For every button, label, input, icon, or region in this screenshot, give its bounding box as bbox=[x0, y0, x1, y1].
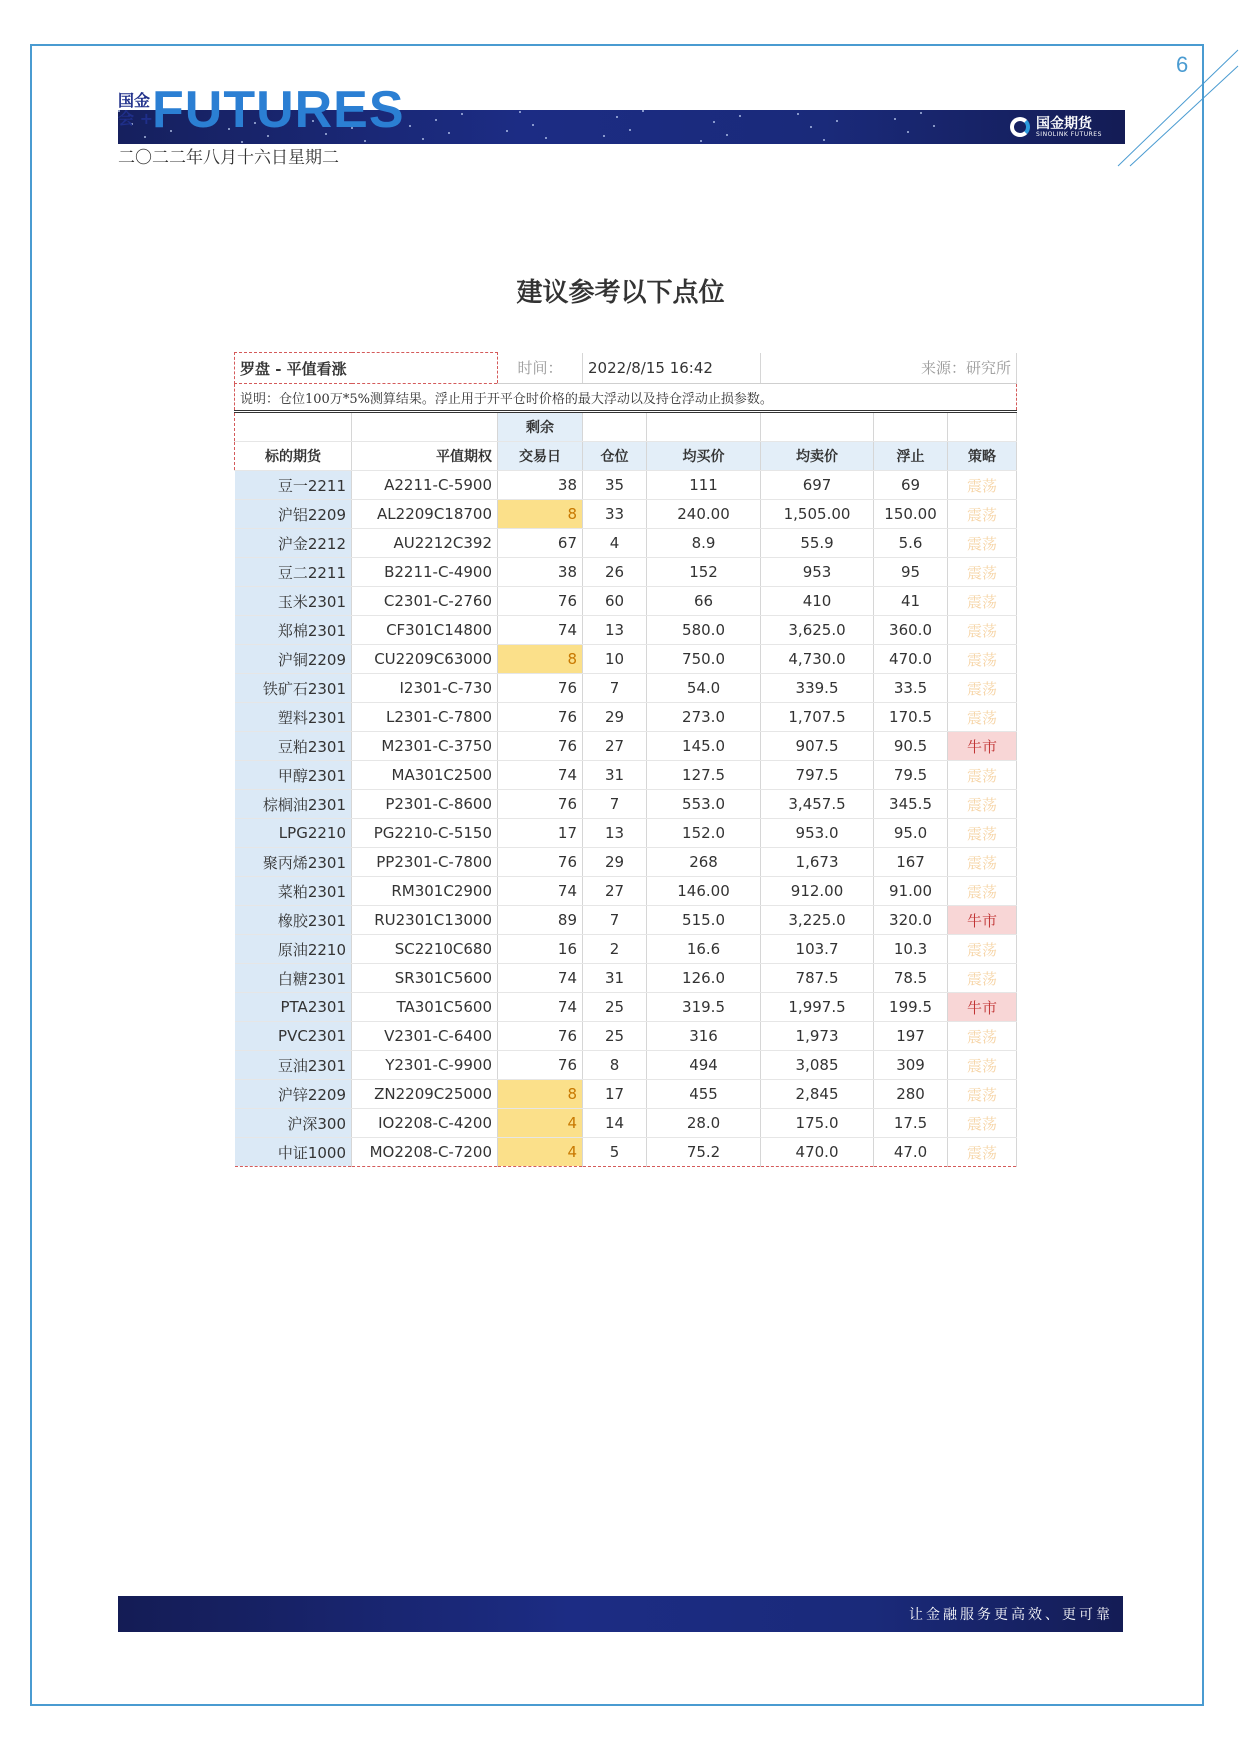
days-cell: 76 bbox=[498, 732, 583, 761]
sell-price-cell: 103.7 bbox=[761, 935, 874, 964]
star-decoration bbox=[532, 124, 534, 126]
star-decoration bbox=[461, 113, 463, 115]
strategy-cell: 震荡 bbox=[948, 616, 1017, 645]
strategy-cell: 震荡 bbox=[948, 1022, 1017, 1051]
option-code-cell: C2301-C-2760 bbox=[352, 587, 498, 616]
underlying-cell: 沪铝2209 bbox=[235, 500, 352, 529]
position-cell: 25 bbox=[583, 993, 647, 1022]
sell-price-cell: 1,997.5 bbox=[761, 993, 874, 1022]
underlying-cell: 中证1000 bbox=[235, 1138, 352, 1167]
option-code-cell: AL2209C18700 bbox=[352, 500, 498, 529]
strategy-cell: 震荡 bbox=[948, 1080, 1017, 1109]
days-cell: 74 bbox=[498, 877, 583, 906]
star-decoration bbox=[810, 126, 812, 128]
star-decoration bbox=[933, 125, 935, 127]
column-header: 交易日 bbox=[498, 442, 583, 471]
table-row bbox=[235, 1022, 1017, 1051]
position-cell: 5 bbox=[583, 1138, 647, 1167]
star-decoration bbox=[920, 112, 922, 114]
strategy-cell: 震荡 bbox=[948, 529, 1017, 558]
table-title: 罗盘 - 平值看涨 bbox=[235, 353, 498, 384]
remaining-label: 剩余 bbox=[498, 412, 583, 442]
underlying-cell: 沪深300 bbox=[235, 1109, 352, 1138]
column-header: 均买价 bbox=[647, 442, 761, 471]
table-row bbox=[235, 819, 1017, 848]
option-code-cell: RM301C2900 bbox=[352, 877, 498, 906]
table-row bbox=[235, 529, 1017, 558]
underlying-cell: 郑棉2301 bbox=[235, 616, 352, 645]
underlying-cell: 原油2210 bbox=[235, 935, 352, 964]
sell-price-cell: 1,707.5 bbox=[761, 703, 874, 732]
underlying-cell: 甲醇2301 bbox=[235, 761, 352, 790]
days-cell: 89 bbox=[498, 906, 583, 935]
position-cell: 7 bbox=[583, 906, 647, 935]
stop-cell: 5.6 bbox=[874, 529, 948, 558]
table-row bbox=[235, 906, 1017, 935]
days-cell: 4 bbox=[498, 1109, 583, 1138]
sell-price-cell: 697 bbox=[761, 471, 874, 500]
sell-price-cell: 1,505.00 bbox=[761, 500, 874, 529]
position-cell: 35 bbox=[583, 471, 647, 500]
underlying-cell: 豆二2211 bbox=[235, 558, 352, 587]
strategy-cell: 震荡 bbox=[948, 645, 1017, 674]
sell-price-cell: 1,673 bbox=[761, 848, 874, 877]
stop-cell: 360.0 bbox=[874, 616, 948, 645]
stop-cell: 78.5 bbox=[874, 964, 948, 993]
star-decoration bbox=[907, 131, 909, 133]
days-cell: 74 bbox=[498, 993, 583, 1022]
option-code-cell: CF301C14800 bbox=[352, 616, 498, 645]
report-date: 二〇二二年八月十六日星期二 bbox=[118, 148, 339, 168]
underlying-cell: 菜粕2301 bbox=[235, 877, 352, 906]
sell-price-cell: 4,730.0 bbox=[761, 645, 874, 674]
table-row bbox=[235, 964, 1017, 993]
star-decoration bbox=[364, 140, 366, 142]
option-code-cell: ZN2209C25000 bbox=[352, 1080, 498, 1109]
sell-price-cell: 410 bbox=[761, 587, 874, 616]
days-cell: 74 bbox=[498, 616, 583, 645]
table-row bbox=[235, 935, 1017, 964]
table-row bbox=[235, 500, 1017, 529]
sell-price-cell: 2,845 bbox=[761, 1080, 874, 1109]
stop-cell: 197 bbox=[874, 1022, 948, 1051]
option-code-cell: L2301-C-7800 bbox=[352, 703, 498, 732]
sell-price-cell: 55.9 bbox=[761, 529, 874, 558]
underlying-cell: 豆油2301 bbox=[235, 1051, 352, 1080]
buy-price-cell: 152 bbox=[647, 558, 761, 587]
position-cell: 27 bbox=[583, 877, 647, 906]
corner-decoration bbox=[1110, 30, 1240, 170]
sell-price-cell: 3,457.5 bbox=[761, 790, 874, 819]
strategy-cell: 牛市 bbox=[948, 906, 1017, 935]
sell-price-cell: 1,973 bbox=[761, 1022, 874, 1051]
days-cell: 4 bbox=[498, 1138, 583, 1167]
days-cell: 74 bbox=[498, 964, 583, 993]
stop-cell: 345.5 bbox=[874, 790, 948, 819]
position-cell: 14 bbox=[583, 1109, 647, 1138]
buy-price-cell: 273.0 bbox=[647, 703, 761, 732]
underlying-cell: LPG2210 bbox=[235, 819, 352, 848]
star-decoration bbox=[144, 136, 146, 138]
star-decoration bbox=[422, 138, 424, 140]
sell-price-cell: 470.0 bbox=[761, 1138, 874, 1167]
buy-price-cell: 152.0 bbox=[647, 819, 761, 848]
star-decoration bbox=[739, 115, 741, 117]
table-row bbox=[235, 1080, 1017, 1109]
option-code-cell: SC2210C680 bbox=[352, 935, 498, 964]
buy-price-cell: 268 bbox=[647, 848, 761, 877]
days-cell: 76 bbox=[498, 848, 583, 877]
table-row bbox=[235, 790, 1017, 819]
footer-banner bbox=[118, 1596, 1123, 1632]
stop-cell: 320.0 bbox=[874, 906, 948, 935]
buy-price-cell: 28.0 bbox=[647, 1109, 761, 1138]
buy-price-cell: 316 bbox=[647, 1022, 761, 1051]
star-decoration bbox=[519, 111, 521, 113]
option-code-cell: Y2301-C-9900 bbox=[352, 1051, 498, 1080]
table-note: 说明：仓位100万*5%测算结果。浮止用于开平仓时价格的最大浮动以及持仓浮动止损参数。 bbox=[235, 384, 1017, 412]
logo-futures: FUTURES bbox=[152, 81, 405, 139]
option-code-cell: CU2209C63000 bbox=[352, 645, 498, 674]
buy-price-cell: 750.0 bbox=[647, 645, 761, 674]
column-header: 策略 bbox=[948, 442, 1017, 471]
days-cell: 74 bbox=[498, 761, 583, 790]
table-row bbox=[235, 645, 1017, 674]
brand-circle-icon bbox=[1010, 117, 1030, 137]
table-row bbox=[235, 1109, 1017, 1138]
strategy-cell: 震荡 bbox=[948, 471, 1017, 500]
underlying-cell: PVC2301 bbox=[235, 1022, 352, 1051]
buy-price-cell: 75.2 bbox=[647, 1138, 761, 1167]
strategy-cell: 震荡 bbox=[948, 1138, 1017, 1167]
underlying-cell: PTA2301 bbox=[235, 993, 352, 1022]
column-header: 平值期权 bbox=[352, 442, 498, 471]
star-decoration bbox=[603, 135, 605, 137]
table-row bbox=[235, 848, 1017, 877]
option-code-cell: IO2208-C-4200 bbox=[352, 1109, 498, 1138]
option-code-cell: M2301-C-3750 bbox=[352, 732, 498, 761]
option-code-cell: P2301-C-8600 bbox=[352, 790, 498, 819]
star-decoration bbox=[616, 116, 618, 118]
star-decoration bbox=[836, 120, 838, 122]
underlying-cell: 橡胶2301 bbox=[235, 906, 352, 935]
sell-price-cell: 797.5 bbox=[761, 761, 874, 790]
table-row bbox=[235, 703, 1017, 732]
star-decoration bbox=[448, 132, 450, 134]
stop-cell: 17.5 bbox=[874, 1109, 948, 1138]
strategy-cell: 震荡 bbox=[948, 674, 1017, 703]
sell-price-cell: 787.5 bbox=[761, 964, 874, 993]
options-table bbox=[234, 352, 1016, 1167]
option-code-cell: SR301C5600 bbox=[352, 964, 498, 993]
strategy-cell: 牛市 bbox=[948, 993, 1017, 1022]
buy-price-cell: 240.00 bbox=[647, 500, 761, 529]
option-code-cell: PG2210-C-5150 bbox=[352, 819, 498, 848]
option-code-cell: AU2212C392 bbox=[352, 529, 498, 558]
days-cell: 76 bbox=[498, 703, 583, 732]
star-decoration bbox=[629, 129, 631, 131]
stop-cell: 69 bbox=[874, 471, 948, 500]
underlying-cell: 聚丙烯2301 bbox=[235, 848, 352, 877]
option-code-cell: MO2208-C-7200 bbox=[352, 1138, 498, 1167]
option-code-cell: RU2301C13000 bbox=[352, 906, 498, 935]
star-decoration bbox=[894, 118, 896, 120]
source-label: 来源：研究所 bbox=[761, 353, 1017, 384]
stop-cell: 90.5 bbox=[874, 732, 948, 761]
sell-price-cell: 3,625.0 bbox=[761, 616, 874, 645]
sell-price-cell: 953.0 bbox=[761, 819, 874, 848]
underlying-cell: 玉米2301 bbox=[235, 587, 352, 616]
stop-cell: 309 bbox=[874, 1051, 948, 1080]
buy-price-cell: 515.0 bbox=[647, 906, 761, 935]
star-decoration bbox=[823, 139, 825, 141]
option-code-cell: V2301-C-6400 bbox=[352, 1022, 498, 1051]
stop-cell: 280 bbox=[874, 1080, 948, 1109]
option-code-cell: PP2301-C-7800 bbox=[352, 848, 498, 877]
days-cell: 17 bbox=[498, 819, 583, 848]
star-decoration bbox=[726, 134, 728, 136]
table-row bbox=[235, 993, 1017, 1022]
days-cell: 76 bbox=[498, 790, 583, 819]
buy-price-cell: 8.9 bbox=[647, 529, 761, 558]
star-decoration bbox=[700, 140, 702, 142]
table-row bbox=[235, 558, 1017, 587]
time-label: 时间： bbox=[498, 353, 583, 384]
days-cell: 38 bbox=[498, 558, 583, 587]
table-row bbox=[235, 587, 1017, 616]
strategy-cell: 震荡 bbox=[948, 500, 1017, 529]
buy-price-cell: 146.00 bbox=[647, 877, 761, 906]
stop-cell: 10.3 bbox=[874, 935, 948, 964]
column-header: 标的期货 bbox=[235, 442, 352, 471]
sell-price-cell: 912.00 bbox=[761, 877, 874, 906]
days-cell: 8 bbox=[498, 500, 583, 529]
sell-price-cell: 907.5 bbox=[761, 732, 874, 761]
buy-price-cell: 66 bbox=[647, 587, 761, 616]
stop-cell: 47.0 bbox=[874, 1138, 948, 1167]
underlying-cell: 豆一2211 bbox=[235, 471, 352, 500]
section-heading: 建议参考以下点位 bbox=[516, 278, 725, 308]
buy-price-cell: 145.0 bbox=[647, 732, 761, 761]
position-cell: 10 bbox=[583, 645, 647, 674]
page-number: 6 bbox=[1176, 52, 1189, 77]
position-cell: 29 bbox=[583, 703, 647, 732]
table-row bbox=[235, 674, 1017, 703]
days-cell: 76 bbox=[498, 1051, 583, 1080]
buy-price-cell: 553.0 bbox=[647, 790, 761, 819]
option-code-cell: A2211-C-5900 bbox=[352, 471, 498, 500]
underlying-cell: 沪锌2209 bbox=[235, 1080, 352, 1109]
position-cell: 25 bbox=[583, 1022, 647, 1051]
column-header: 浮止 bbox=[874, 442, 948, 471]
buy-price-cell: 111 bbox=[647, 471, 761, 500]
column-header: 均卖价 bbox=[761, 442, 874, 471]
sell-price-cell: 339.5 bbox=[761, 674, 874, 703]
strategy-cell: 震荡 bbox=[948, 761, 1017, 790]
option-code-cell: I2301-C-730 bbox=[352, 674, 498, 703]
underlying-cell: 豆粕2301 bbox=[235, 732, 352, 761]
days-cell: 8 bbox=[498, 1080, 583, 1109]
buy-price-cell: 455 bbox=[647, 1080, 761, 1109]
table-row bbox=[235, 1138, 1017, 1167]
position-cell: 7 bbox=[583, 674, 647, 703]
table-row bbox=[235, 471, 1017, 500]
table-row bbox=[235, 877, 1017, 906]
buy-price-cell: 494 bbox=[647, 1051, 761, 1080]
position-cell: 17 bbox=[583, 1080, 647, 1109]
strategy-cell: 震荡 bbox=[948, 964, 1017, 993]
position-cell: 31 bbox=[583, 964, 647, 993]
strategy-cell: 牛市 bbox=[948, 732, 1017, 761]
stop-cell: 470.0 bbox=[874, 645, 948, 674]
strategy-cell: 震荡 bbox=[948, 587, 1017, 616]
option-code-cell: TA301C5600 bbox=[352, 993, 498, 1022]
position-cell: 4 bbox=[583, 529, 647, 558]
stop-cell: 79.5 bbox=[874, 761, 948, 790]
strategy-cell: 震荡 bbox=[948, 558, 1017, 587]
days-cell: 76 bbox=[498, 674, 583, 703]
buy-price-cell: 580.0 bbox=[647, 616, 761, 645]
star-decoration bbox=[435, 119, 437, 121]
buy-price-cell: 16.6 bbox=[647, 935, 761, 964]
sell-price-cell: 175.0 bbox=[761, 1109, 874, 1138]
underlying-cell: 沪金2212 bbox=[235, 529, 352, 558]
stop-cell: 95.0 bbox=[874, 819, 948, 848]
underlying-cell: 铁矿石2301 bbox=[235, 674, 352, 703]
position-cell: 60 bbox=[583, 587, 647, 616]
underlying-cell: 塑料2301 bbox=[235, 703, 352, 732]
table-row bbox=[235, 761, 1017, 790]
days-cell: 76 bbox=[498, 1022, 583, 1051]
star-decoration bbox=[713, 121, 715, 123]
brand-logo: 国金期货 SINOLINK FUTURES bbox=[1010, 115, 1102, 139]
stop-cell: 150.00 bbox=[874, 500, 948, 529]
days-cell: 76 bbox=[498, 587, 583, 616]
stop-cell: 33.5 bbox=[874, 674, 948, 703]
star-decoration bbox=[409, 125, 411, 127]
star-decoration bbox=[797, 113, 799, 115]
option-code-cell: B2211-C-4900 bbox=[352, 558, 498, 587]
underlying-cell: 棕榈油2301 bbox=[235, 790, 352, 819]
position-cell: 13 bbox=[583, 819, 647, 848]
buy-price-cell: 54.0 bbox=[647, 674, 761, 703]
position-cell: 26 bbox=[583, 558, 647, 587]
buy-price-cell: 127.5 bbox=[647, 761, 761, 790]
buy-price-cell: 126.0 bbox=[647, 964, 761, 993]
underlying-cell: 白糖2301 bbox=[235, 964, 352, 993]
strategy-cell: 震荡 bbox=[948, 1109, 1017, 1138]
days-cell: 38 bbox=[498, 471, 583, 500]
strategy-cell: 震荡 bbox=[948, 703, 1017, 732]
position-cell: 27 bbox=[583, 732, 647, 761]
logo-cn: 国金 会 + bbox=[118, 91, 153, 128]
position-cell: 33 bbox=[583, 500, 647, 529]
star-decoration bbox=[642, 110, 644, 112]
star-decoration bbox=[506, 130, 508, 132]
stop-cell: 91.00 bbox=[874, 877, 948, 906]
strategy-cell: 震荡 bbox=[948, 848, 1017, 877]
strategy-cell: 震荡 bbox=[948, 877, 1017, 906]
buy-price-cell: 319.5 bbox=[647, 993, 761, 1022]
days-cell: 16 bbox=[498, 935, 583, 964]
time-value: 2022/8/15 16:42 bbox=[583, 353, 761, 384]
position-cell: 2 bbox=[583, 935, 647, 964]
footer-slogan: 让金融服务更高效、更可靠 bbox=[909, 1607, 1113, 1623]
strategy-cell: 震荡 bbox=[948, 819, 1017, 848]
stop-cell: 95 bbox=[874, 558, 948, 587]
position-cell: 31 bbox=[583, 761, 647, 790]
position-cell: 29 bbox=[583, 848, 647, 877]
days-cell: 8 bbox=[498, 645, 583, 674]
days-cell: 67 bbox=[498, 529, 583, 558]
sell-price-cell: 3,225.0 bbox=[761, 906, 874, 935]
table-row bbox=[235, 616, 1017, 645]
position-cell: 13 bbox=[583, 616, 647, 645]
option-code-cell: MA301C2500 bbox=[352, 761, 498, 790]
position-cell: 7 bbox=[583, 790, 647, 819]
table-row bbox=[235, 732, 1017, 761]
table-row bbox=[235, 1051, 1017, 1080]
sell-price-cell: 953 bbox=[761, 558, 874, 587]
stop-cell: 167 bbox=[874, 848, 948, 877]
sell-price-cell: 3,085 bbox=[761, 1051, 874, 1080]
stop-cell: 199.5 bbox=[874, 993, 948, 1022]
position-cell: 8 bbox=[583, 1051, 647, 1080]
stop-cell: 41 bbox=[874, 587, 948, 616]
star-decoration bbox=[545, 137, 547, 139]
stop-cell: 170.5 bbox=[874, 703, 948, 732]
strategy-cell: 震荡 bbox=[948, 1051, 1017, 1080]
underlying-cell: 沪铜2209 bbox=[235, 645, 352, 674]
strategy-cell: 震荡 bbox=[948, 790, 1017, 819]
strategy-cell: 震荡 bbox=[948, 935, 1017, 964]
column-header: 仓位 bbox=[583, 442, 647, 471]
